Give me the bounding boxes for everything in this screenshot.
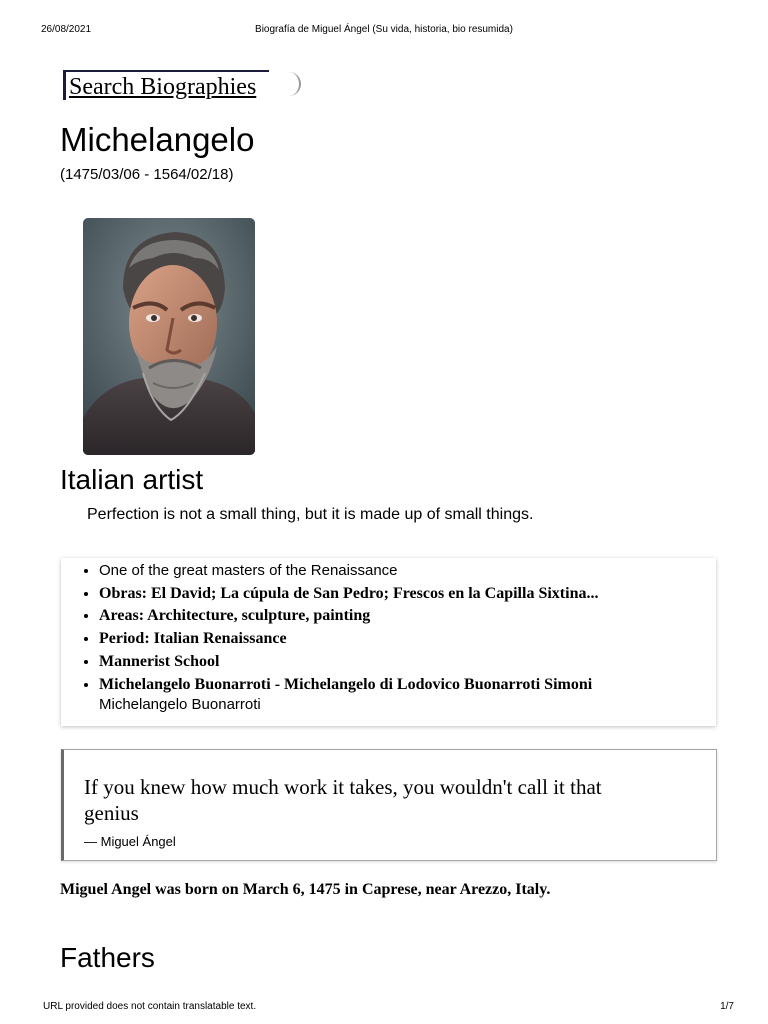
print-date: 26/08/2021	[41, 24, 92, 35]
search-box-edge	[289, 72, 301, 96]
person-subtitle: Italian artist	[60, 464, 204, 495]
print-page-number: 1/7	[720, 1001, 734, 1012]
featured-quote-text: If you knew how much work it takes, you wouldn't call it that genius	[84, 775, 602, 825]
fact-extra-name: Michelangelo Buonarroti	[99, 696, 261, 713]
print-url-note: URL provided does not contain translatable text.	[43, 1001, 257, 1012]
print-page-title: Biografía de Miguel Ángel (Su vida, historia, bio resumida)	[255, 24, 513, 35]
search-biographies-label: Search Biographies	[69, 74, 257, 100]
featured-quote	[61, 749, 717, 861]
life-dates: (1475/03/06 - 1564/02/18)	[60, 166, 234, 183]
fact-item: • Mannerist School	[99, 651, 598, 674]
featured-quote-author: — Miguel Ángel	[84, 834, 176, 849]
facts-list	[61, 560, 598, 696]
fact-item: • Michelangelo Buonarroti - Michelangelo di Lodovico Buonarroti Simoni	[99, 674, 598, 697]
fact-item: • Areas: Architecture, sculpture, painting	[99, 605, 598, 628]
fact-item: • Period: Italian Renaissance	[99, 628, 598, 651]
search-biographies-link[interactable]	[63, 70, 269, 100]
birth-paragraph: Miguel Angel was born on March 6, 1475 in Caprese, near Arezzo, Italy.	[60, 881, 551, 898]
tagline-quote: Perfection is not a small thing, but it is made up of small things.	[87, 506, 534, 523]
portrait-image	[83, 218, 255, 455]
section-heading-fathers: Fathers	[60, 942, 155, 973]
facts-box	[61, 558, 716, 726]
fact-item: • Obras: El David; La cúpula de San Pedro; Frescos en la Capilla Sixtina...	[99, 583, 598, 606]
fact-item: • One of the great masters of the Renaissance	[99, 560, 598, 583]
print-header	[0, 24, 768, 38]
person-name: Michelangelo	[60, 121, 255, 158]
